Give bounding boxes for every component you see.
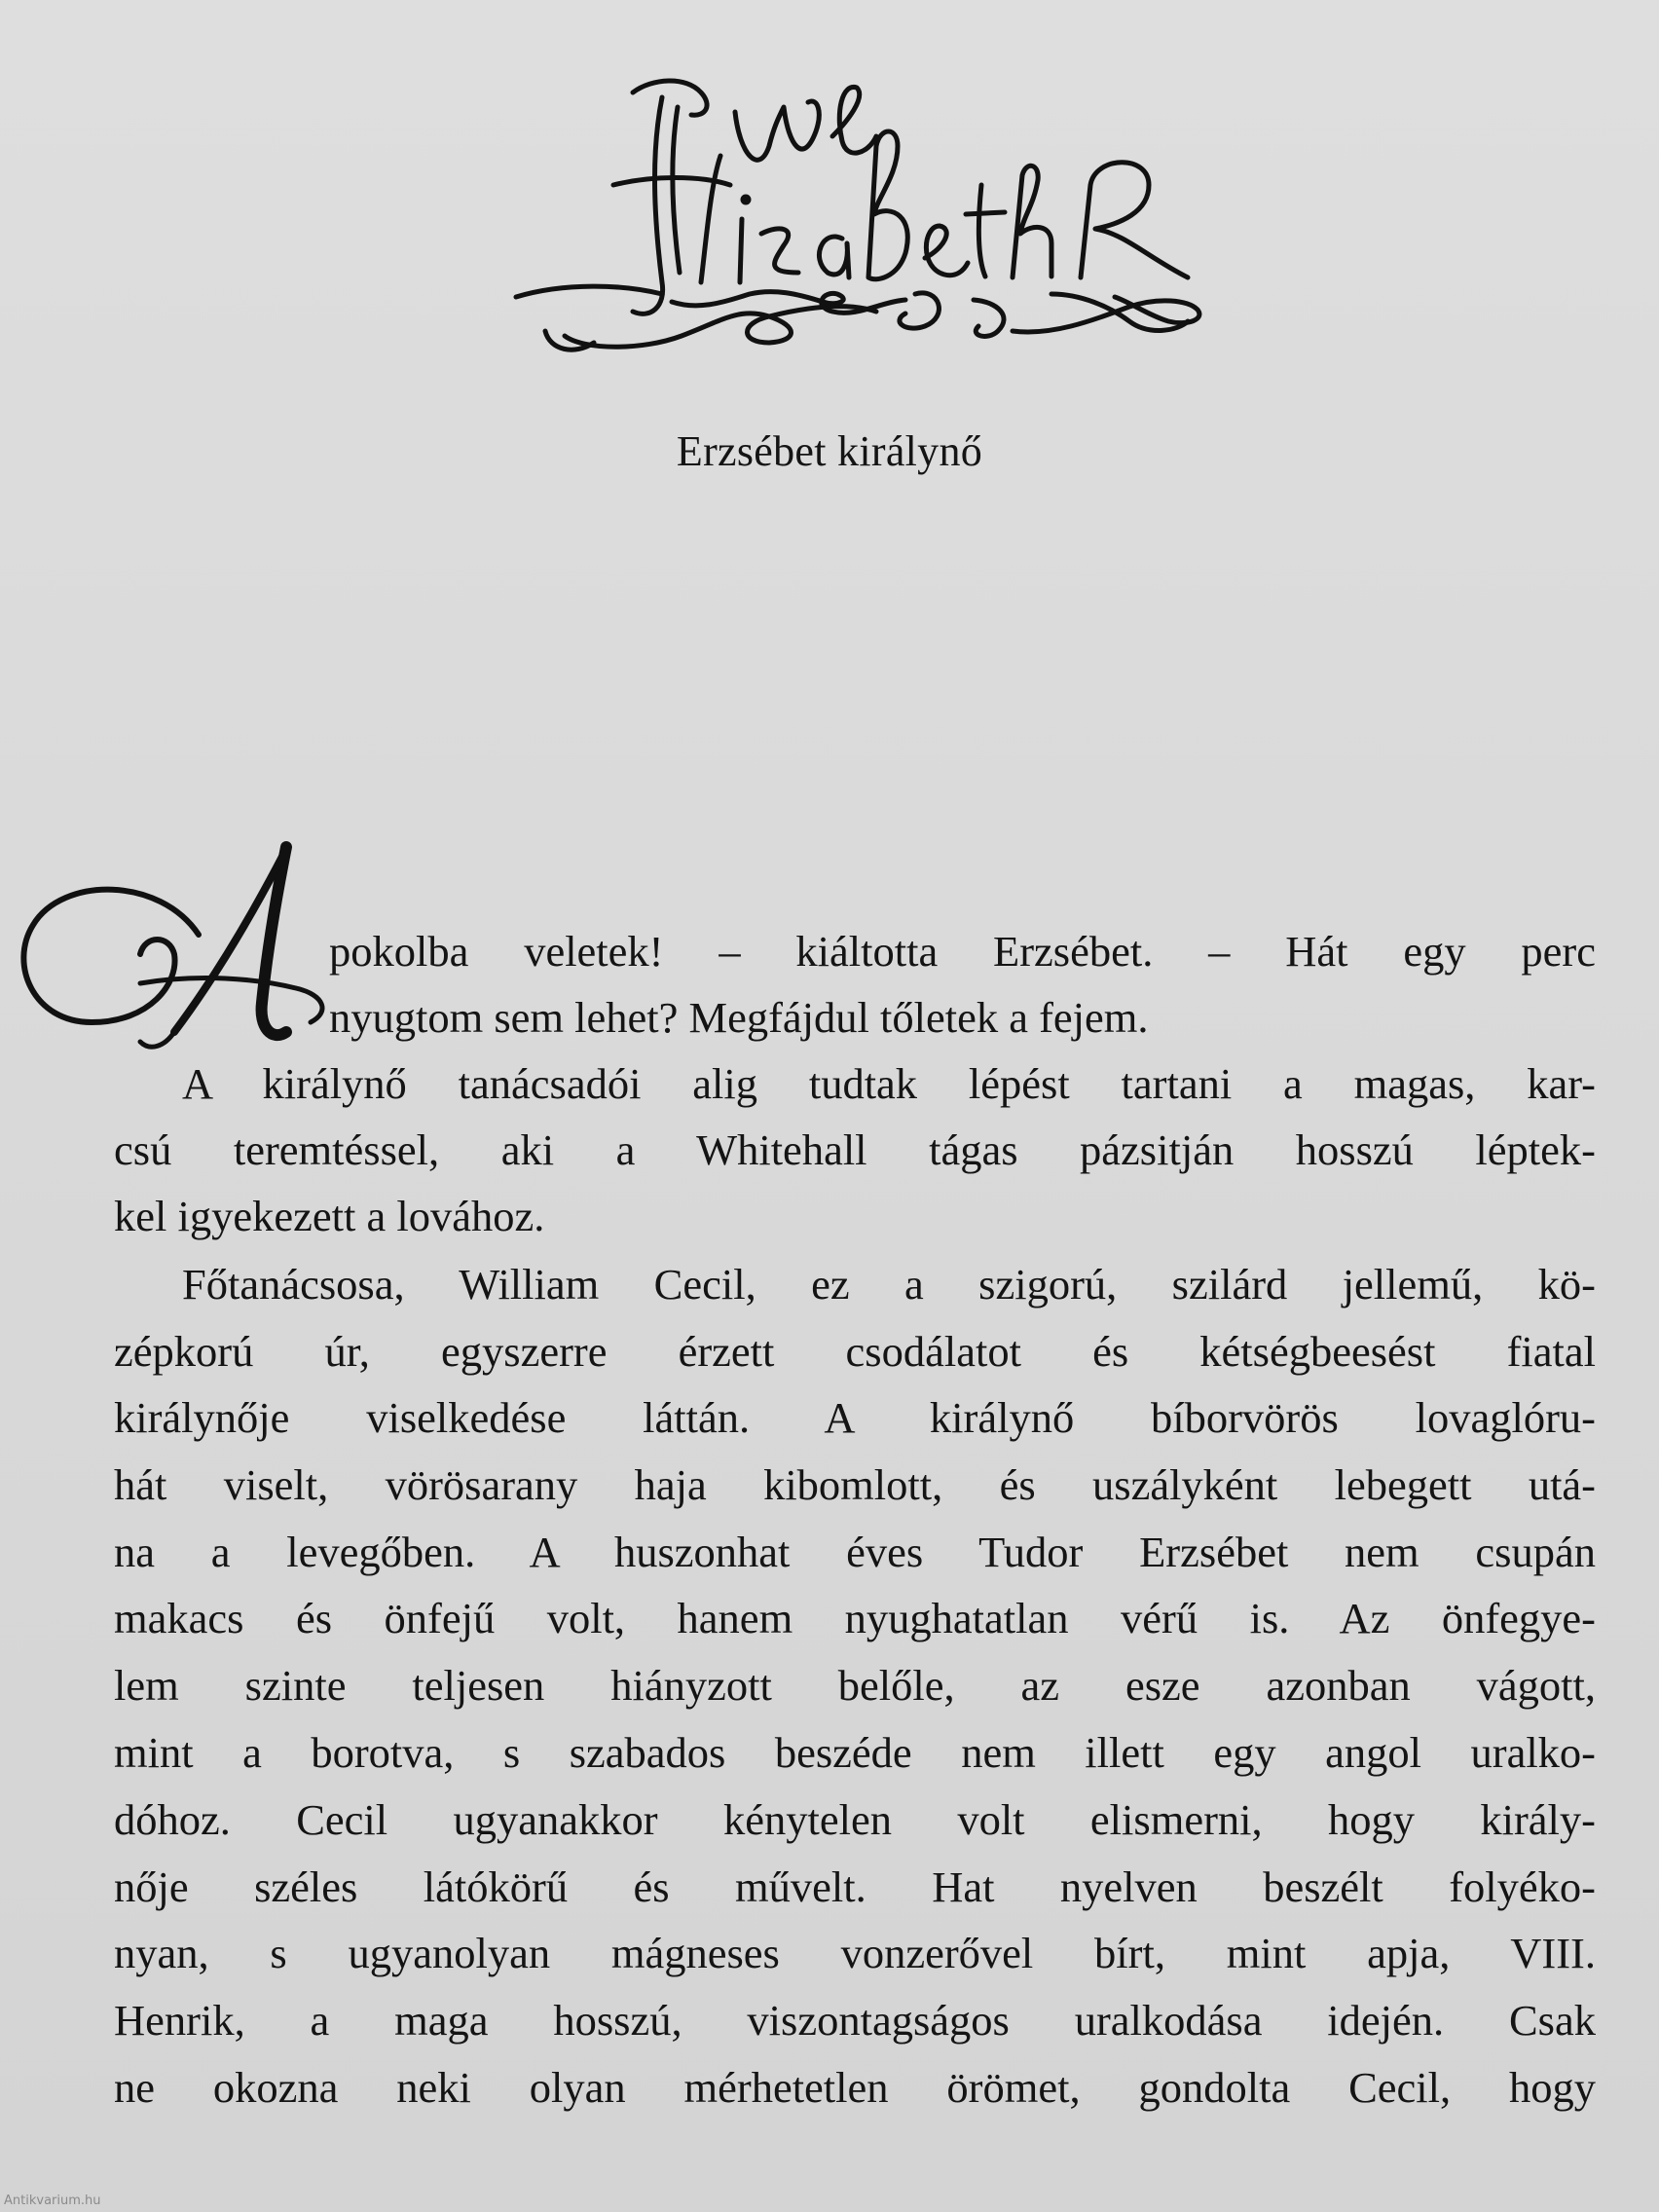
text-line-13: mint a borotva, s szabados beszéde nem illett egy angol uralko-	[114, 1728, 1596, 1777]
text-line-10: na a levegőben. A huszonhat éves Tudor Erzsébet nem csupán	[114, 1528, 1596, 1576]
text-line-5: kel igyekezett a lovához.	[114, 1192, 545, 1240]
text-line-8: királynője viselkedése láttán. A királynő bíborvörös lovaglóru-	[114, 1393, 1596, 1442]
text-line-2: nyugtom sem lehet? Megfájdul tőletek a fejem.	[329, 993, 1149, 1042]
text-line-15: nője széles látókörű és művelt. Hat nyelven beszélt folyéko-	[114, 1862, 1596, 1911]
text-line-9: hát viselt, vörösarany haja kibomlott, és uszályként lebegett utá-	[114, 1460, 1596, 1509]
text-line-1: pokolba veletek! – kiáltotta Erzsébet. – Hát egy perc	[329, 927, 1596, 976]
drop-cap-letter	[4, 837, 335, 1066]
text-line-4: csú teremtéssel, aki a Whitehall tágas pázsitján hosszú léptek-	[114, 1125, 1596, 1174]
chapter-title: Erzsébet királynő	[676, 427, 983, 475]
text-line-7: zépkorú úr, egyszerre érzett csodálatot és kétségbeesést fiatal	[114, 1327, 1596, 1376]
text-line-6: Főtanácsosa, William Cecil, ez a szigorú, szilárd jellemű, kö-	[182, 1260, 1596, 1309]
text-line-17: Henrik, a maga hosszú, viszontagságos uralkodása idején. Csak	[114, 1996, 1596, 2045]
watermark: Antikvarium.hu	[4, 2194, 101, 2208]
text-line-12: lem szinte teljesen hiányzott belőle, az esze azonban vágott,	[114, 1661, 1596, 1710]
elizabeth-signature	[506, 39, 1207, 370]
text-line-14: dóhoz. Cecil ugyanakkor kénytelen volt elismerni, hogy király-	[114, 1795, 1596, 1844]
text-line-11: makacs és önfejű volt, hanem nyughatatlan vérű is. Az önfegye-	[114, 1594, 1596, 1642]
text-line-3: A királynő tanácsadói alig tudtak lépést tartani a magas, kar-	[182, 1059, 1596, 1108]
text-line-18: ne okozna neki olyan mérhetetlen örömet, gondolta Cecil, hogy	[114, 2063, 1596, 2112]
text-line-16: nyan, s ugyanolyan mágneses vonzerővel bírt, mint apja, VIII.	[114, 1929, 1596, 1977]
